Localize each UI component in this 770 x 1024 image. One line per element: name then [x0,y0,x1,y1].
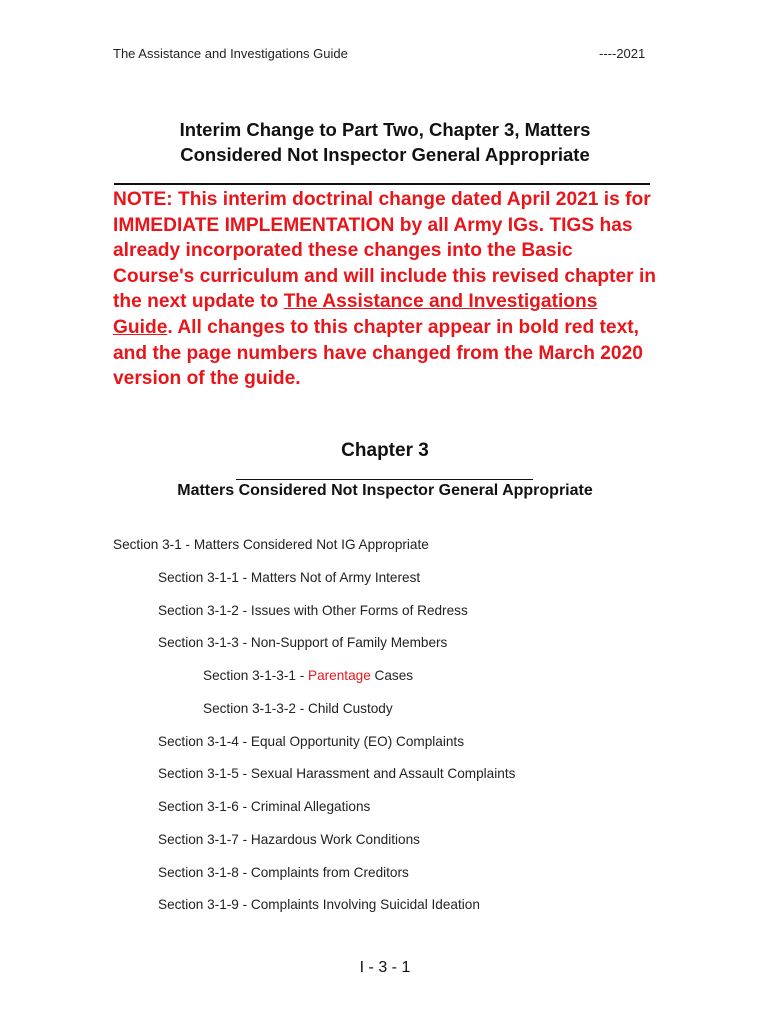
toc-section-3-1-8[interactable]: Section 3-1-8 - Complaints from Creditors [158,865,409,880]
guide-link[interactable]: The Assistance and Investigations Guide [113,291,598,338]
toc-prefix: Section 3-1-3-1 - [203,668,309,683]
toc-section-3-1-9[interactable]: Section 3-1-9 - Complaints Involving Suicidal Ideation [158,897,480,912]
toc-section-3-1-3-2[interactable]: Section 3-1-3-2 - Child Custody [203,701,393,716]
running-header-date: ----2021 [599,46,646,61]
chapter-subtitle: Matters Considered Not Inspector General Appropriate [177,482,593,499]
toc-section-3-1-5[interactable]: Section 3-1-5 - Sexual Harassment and Assault Complaints [158,766,516,781]
interim-title-line-1: Interim Change to Part Two, Chapter 3, Matters [179,119,591,140]
toc-section-3-1[interactable]: Section 3-1 - Matters Considered Not IG Appropriate [113,537,429,552]
title-divider [114,183,650,185]
interim-title-line-2: Considered Not Inspector General Appropriate [180,144,590,165]
toc-section-3-1-7[interactable]: Section 3-1-7 - Hazardous Work Conditions [158,832,420,847]
note-text-part-2: . All changes to this chapter appear in bold red text, and the page numbers have changed from the March 2020 version of the guide. [113,316,643,390]
toc-section-3-1-3-1[interactable] [203,668,413,683]
note-text-part-1: NOTE: This interim doctrinal change dated April 2021 is for IMMEDIATE IMPLEMENTATION by all Army IGs. TIGS has already incorporated these changes into the Basic Course's curriculum and will include this revised chapter in the next update to [113,189,657,313]
page-number: I - 3 - 1 [359,959,411,976]
toc-section-3-1-1[interactable]: Section 3-1-1 - Matters Not of Army Interest [158,570,421,585]
toc-section-3-1-2[interactable]: Section 3-1-2 - Issues with Other Forms of Redress [158,603,468,618]
chapter-title: Chapter 3 [341,440,429,461]
running-header-title: The Assistance and Investigations Guide [113,46,348,61]
toc-section-3-1-3[interactable]: Section 3-1-3 - Non-Support of Family Members [158,635,448,650]
toc-section-3-1-4[interactable]: Section 3-1-4 - Equal Opportunity (EO) Complaints [158,734,464,749]
interim-change-title [0,117,770,167]
toc-section-3-1-6[interactable]: Section 3-1-6 - Criminal Allegations [158,799,371,814]
toc-suffix: Cases [370,668,414,683]
toc-changed-text: Parentage [308,668,371,683]
interim-note [113,187,658,392]
chapter-divider [236,479,533,480]
